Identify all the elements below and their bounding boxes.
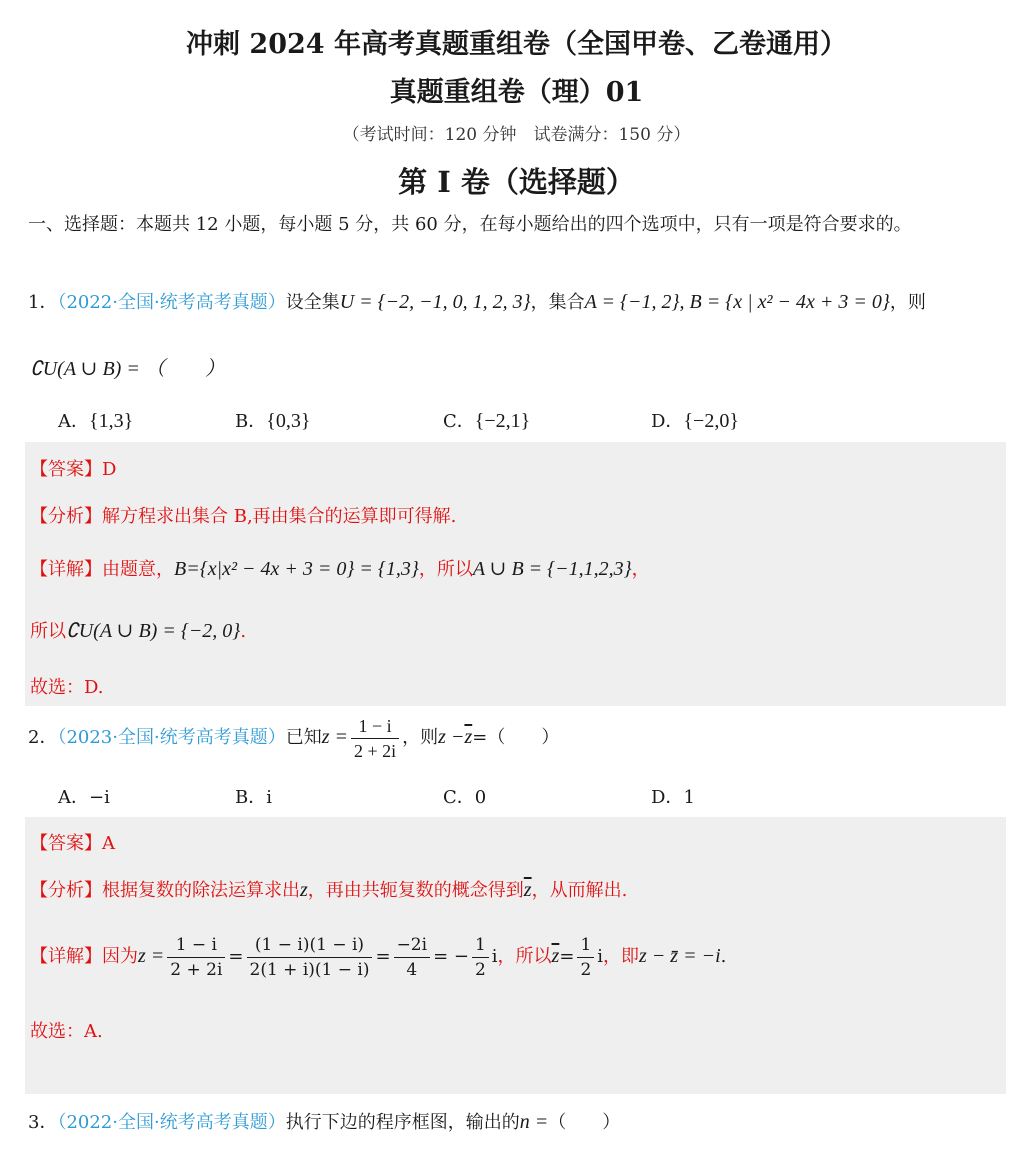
question-1-stem (28, 288, 926, 314)
math-expression: U = {−2, −1, 0, 1, 2, 3} (339, 291, 531, 313)
stem-text: ，则 (889, 292, 926, 313)
analysis-2: 【分析】根据复数的除法运算求出z，再由共轭复数的概念得到$\overline{z}$，从而解出. (30, 879, 628, 901)
question-source: （2023·全国·统考高考真题） (57, 727, 286, 748)
stem-text: ，集合 (530, 292, 585, 313)
option-d: D．1 (651, 787, 695, 808)
exam-title: 冲刺 2024 年高考真题重组卷（全国甲卷、乙卷通用） (186, 29, 847, 60)
option-b: B．i (235, 787, 272, 808)
analysis-1: 【分析】解方程求出集合 B,再由集合的运算即可得解. (30, 506, 457, 527)
fraction: $\frac{1 - i}{2 + 2i}$ (351, 714, 399, 763)
option-c: C．0 (443, 787, 487, 808)
option-a: A．−i (58, 787, 110, 808)
section-intro: 一、选择题：本题共 12 小题，每小题 5 分，共 60 分，在每小题给出的四个选项中，只有一项是符合要求的。 (28, 214, 912, 235)
question-3-stem: 3．（2022·全国·统考高考真题）执行下边的程序框图，输出的n =（ ） (28, 1111, 621, 1133)
question-number: 1． (28, 292, 58, 313)
detail-1: 【详解】由题意，B={x|x² − 4x + 3 = 0} = {1,3}，所以A ∪ B = {−1,1,2,3}， (30, 558, 650, 580)
volume-title: 第 I 卷（选择题） (398, 165, 635, 199)
answer-1: 【答案】D (30, 459, 117, 480)
stem-text: 设全集 (285, 292, 340, 313)
answer-2: 【答案】A (30, 833, 115, 854)
option-d: D．{−2,0} (651, 410, 739, 432)
choose-2: 故选：A. (30, 1021, 103, 1042)
detail-1-line2: 所以∁U(A ∪ B) = {−2, 0}. (30, 620, 247, 642)
option-c: C．{−2,1} (443, 410, 531, 432)
option-b: B．{0,3} (235, 410, 311, 432)
question-1-line2: ∁U(A ∪ B) = （ ） (30, 358, 225, 380)
question-2-stem: 2．（2023·全国·统考高考真题）已知z = $\frac{1 - i}{2 + 2i}$ ，则$z -\overline{z}=$（ ） (28, 715, 560, 761)
option-a: A．{1,3} (58, 410, 134, 432)
math-expression: A = {−1, 2}, B = {x | x² − 4x + 3 = 0} (584, 291, 890, 313)
detail-2: 【详解】因为z = $\frac{1 - i}{2 + 2i}$ = $\frac{(1 - i)(1 - i)}{2(1 + i)(1 - i)}$ = $\frac{-2i}{4}$ = − $\frac{1}{2}$ i，所以$\overline{z}=$ $\frac{1}{2}$ i，即z − z̄ = −i. (30, 934, 727, 980)
exam-subtitle: 真题重组卷（理）01 (389, 77, 644, 108)
exam-info: （考试时间：120 分钟 试卷满分：150 分） (342, 125, 691, 145)
question-source: （2022·全国·统考高考真题） (57, 292, 286, 313)
choose-1: 故选：D. (30, 677, 104, 698)
question-source: （2022·全国·统考高考真题） (57, 1112, 286, 1133)
